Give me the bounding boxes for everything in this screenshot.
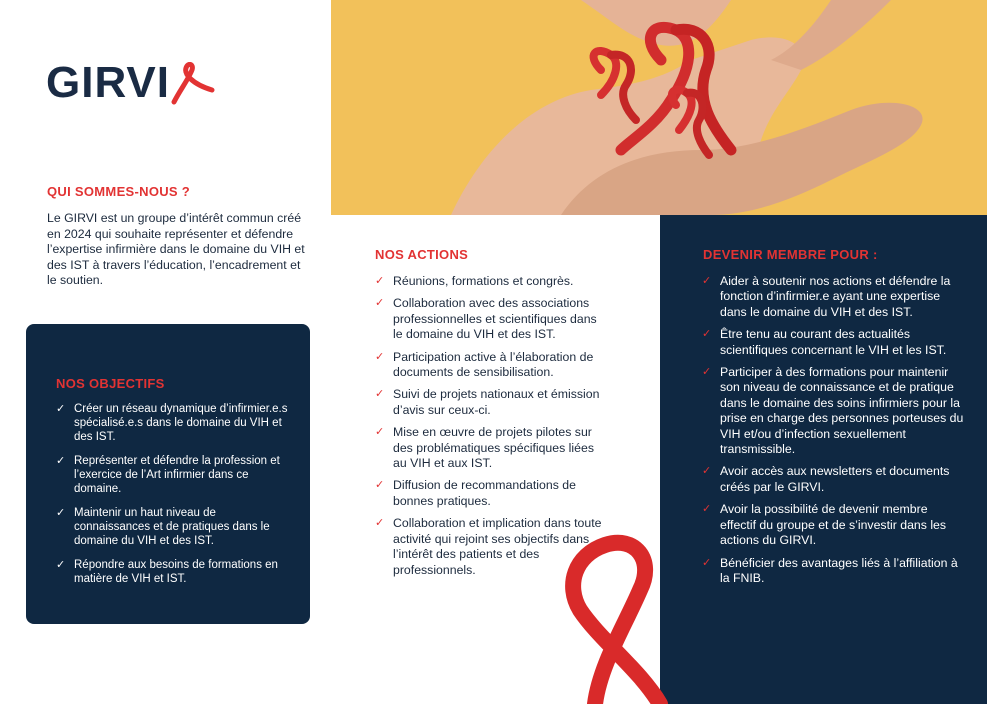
hands-illustration	[331, 0, 987, 215]
list-item: ✓ Bénéficier des avantages liés à l’affiliation à la FNIB.	[702, 555, 958, 585]
check-icon: ✓	[56, 507, 66, 519]
check-icon: ✓	[702, 465, 712, 478]
list-item: ✓ Participation active à l’élaboration de documents de sensibilisation.	[375, 349, 594, 380]
list-item: ✓ Participer à des formations pour maintenir son niveau de connaissance et de pratique dans le domaine des soins infirmiers pour la prise en charge des personnes porteuses du VIH et/ou d’infection sexuellement transmissible.	[702, 365, 964, 457]
check-icon: ✓	[702, 503, 712, 516]
list-item: ✓ Suivi de projets nationaux et émission d’avis sur ceux-ci.	[375, 387, 600, 417]
check-icon: ✓	[702, 366, 712, 379]
list-item: ✓ Maintenir un haut niveau de connaissances et de pratiques dans le domaine du VIH et des IST.	[56, 507, 270, 547]
check-icon: ✓	[375, 388, 385, 401]
membership-title: DEVENIR MEMBRE POUR :	[703, 247, 878, 262]
objectives-title: NOS OBJECTIFS	[56, 376, 165, 391]
check-icon: ✓	[375, 426, 385, 439]
check-icon: ✓	[56, 403, 66, 415]
logo-text: GIRVI	[46, 58, 171, 107]
who-are-we-text: Le GIRVI est un groupe d’intérêt commun créé en 2024 qui souhaite représenter et défendre l’expertise infirmière dans le domaine du VIH et des IST à travers l’éducation, l’encadrement et le soutien.	[47, 211, 305, 288]
list-item: ✓ Avoir accès aux newsletters et documents créés par le GIRVI.	[702, 464, 950, 494]
list-item: ✓ Répondre aux besoins de formations en matière de VIH et IST.	[56, 559, 278, 585]
list-item: ✓ Collaboration avec des associations professionnelles et scientifiques dans le domaine du VIH et des IST.	[375, 296, 597, 342]
check-icon: ✓	[375, 275, 385, 287]
check-icon: ✓	[702, 556, 712, 569]
hands-ribbons-photo	[331, 0, 987, 215]
check-icon: ✓	[702, 275, 712, 287]
objectives-list	[56, 402, 290, 596]
girvi-logo	[46, 58, 216, 110]
check-icon: ✓	[375, 350, 385, 363]
check-icon: ✓	[375, 479, 385, 492]
list-item: ✓ Mise en œuvre de projets pilotes sur des problématiques spécifiques liées au VIH et aux IST.	[375, 425, 594, 471]
list-item: ✓ Avoir la possibilité de devenir membre effectif du groupe et de s’investir dans les actions du GIRVI.	[702, 502, 947, 548]
check-icon: ✓	[702, 328, 712, 341]
objectives-box	[26, 324, 310, 624]
list-item: ✓ Représenter et défendre la profession et l’exercice de l’Art infirmier dans ce domaine.	[56, 455, 280, 495]
check-icon: ✓	[375, 297, 385, 310]
check-icon: ✓	[375, 517, 385, 530]
list-item: ✓ Réunions, formations et congrès.	[375, 274, 574, 288]
red-ribbon-icon	[166, 62, 216, 106]
large-red-ribbon-icon	[540, 530, 680, 704]
list-item: ✓ Diffusion de recommandations de bonnes pratiques.	[375, 478, 576, 508]
list-item: ✓ Créer un réseau dynamique d’infirmier.e.s spécialisé.e.s dans le domaine du VIH et des IST.	[56, 403, 288, 443]
who-are-we-title: QUI SOMMES-NOUS ?	[47, 184, 191, 199]
actions-title: NOS ACTIONS	[375, 247, 469, 262]
check-icon: ✓	[56, 455, 66, 467]
list-item: ✓ Aider à soutenir nos actions et défendre la fonction d’infirmier.e ayant une expertise dans le domaine du VIH et des IST.	[702, 274, 951, 319]
list-item: ✓ Être tenu au courant des actualités scientifiques concernant le VIH et les IST.	[702, 327, 947, 357]
check-icon: ✓	[56, 559, 66, 571]
list-item: ✓ Collaboration et implication dans toute activité qui rejoint ses objectifs dans l’intérêt des patients et des professionnels.	[375, 516, 602, 577]
membership-list	[702, 274, 964, 593]
